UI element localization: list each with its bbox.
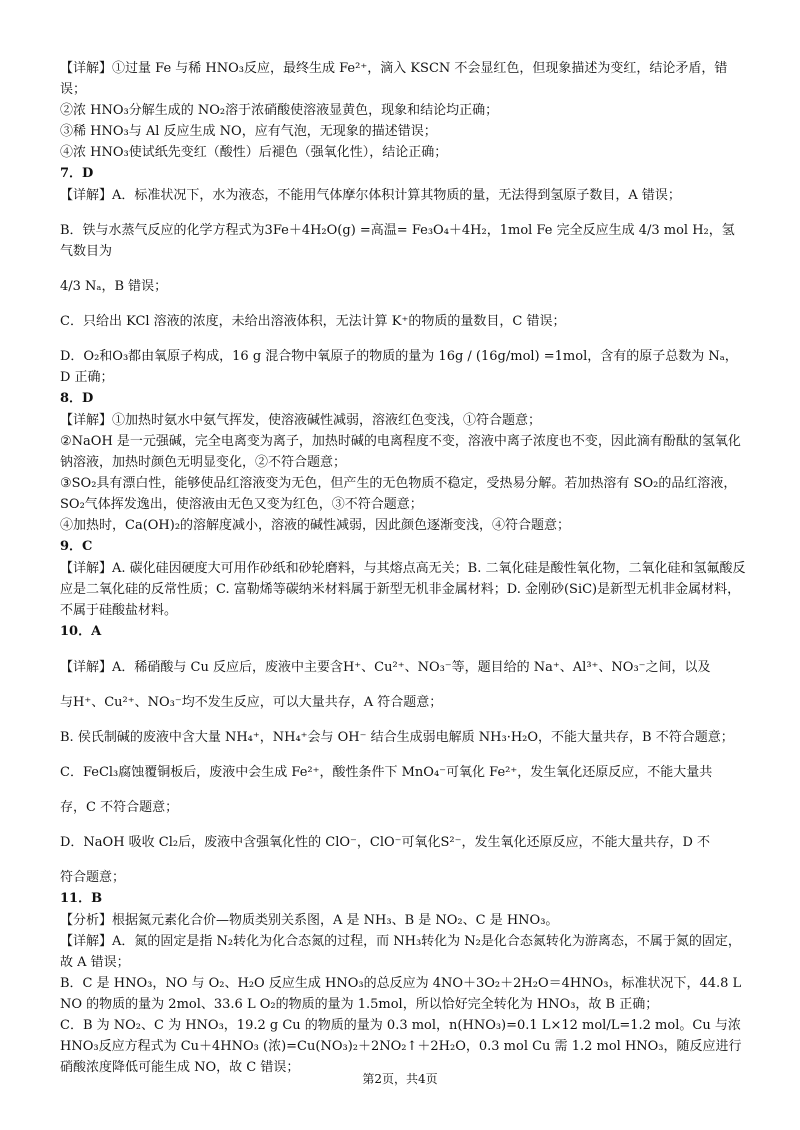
question-number: 9．C [60,539,93,554]
explanation-paragraph: ④浓 HNO₃使试纸先变红（酸性）后褪色（强氧化性），结论正确； [60,145,448,160]
explanation-paragraph: B. 侯氏制碱的废液中含大量 NH₄⁺，NH₄⁺会与 OH⁻ 结合生成弱电解质 NH₃·H₂O，不能大量共存，B 不符合题意； [60,730,734,745]
explanation-paragraph: 【详解】A. 碳化硅因硬度大可用作砂纸和砂轮磨料，与其熔点高无关；B. 二氧化硅是酸性氧化物，二氧化硅和氢氟酸反应是二氧化硅的反常性质；C. 富勒烯等碳纳米材料属于新型无机非金属材料；D. 金刚砂(SiC)是新型无机非金属材料，不属于硅酸盐材料。 [60,561,746,618]
question-number: 11．B [60,891,103,906]
explanation-paragraph: 与H⁺、Cu²⁺、NO₃⁻均不发生反应，可以大量共存，A 符合题意； [60,695,443,710]
explanation-paragraph: ②NaOH 是一元强碱，完全电离变为离子，加热时碱的电离程度不变，溶液中离子浓度也不变，因此滴有酚酞的氢氧化钠溶液，加热时颜色无明显变化，②不符合题意； [60,434,741,470]
explanation-paragraph: 【详解】A．氮的固定是指 N₂转化为化合态氮的过程，而 NH₃转化为 N₂是化合态氮转化为游离态，不属于氮的固定，故 A 错误； [60,934,741,970]
explanation-paragraph: ③稀 HNO₃与 Al 反应生成 NO，应有气泡，无现象的描述错误； [60,124,437,139]
question-number: 10．A [60,624,102,639]
explanation-paragraph: C．只给出 KCl 溶液的浓度，未给出溶液体积，无法计算 K⁺的物质的量数目，C 错误； [60,314,566,329]
question-number: 7．D [60,166,94,181]
explanation-paragraph: 【详解】①加热时氨水中氨气挥发，使溶液碱性减弱，溶液红色变浅，①符合题意； [60,413,542,428]
explanation-paragraph: 【详解】①过量 Fe 与稀 HNO₃反应，最终生成 Fe²⁺，滴入 KSCN 不会显红色，但现象描述为变红，结论矛盾，错误； [60,61,728,97]
explanation-paragraph: D．O₂和O₃都由氧原子构成，16 g 混合物中氧原子的物质的量为 16g / (16g/mol) =1mol，含有的原子总数为 Nₐ，D 正确； [60,349,738,385]
explanation-paragraph: 符合题意； [60,870,126,885]
explanation-paragraph: ③SO₂具有漂白性，能够使品红溶液变为无色，但产生的无色物质不稳定，受热易分解。若加热溶有 SO₂的品红溶液，SO₂气体挥发逸出，使溶液由无色又变为红色，③不符合题意； [60,476,737,512]
question-number: 8．D [60,391,94,406]
explanation-paragraph: C．FeCl₃腐蚀覆铜板后，废液中会生成 Fe²⁺，酸性条件下 MnO₄⁻可氧化 Fe²⁺，发生氧化还原反应，不能大量共 [60,765,713,780]
explanation-paragraph: 存，C 不符合题意； [60,800,179,815]
explanation-paragraph: 【详解】A．标准状况下，水为液态，不能用气体摩尔体积计算其物质的量，无法得到氢原子数目，A 错误； [60,188,681,203]
explanation-paragraph: 【详解】A．稀硝酸与 Cu 反应后，废液中主要含H⁺、Cu²⁺、NO₃⁻等，题目给的 Na⁺、Al³⁺、NO₃⁻之间，以及 [60,660,711,675]
explanation-paragraph: 4/3 Nₐ，B 错误； [60,279,168,294]
explanation-paragraph: B．C 是 HNO₃，NO 与 O₂、H₂O 反应生成 HNO₃的总反应为 4NO＋3O₂＋2H₂O＝4HNO₃，标准状况下，44.8 L NO 的物质的量为 2mol、33.6 L O₂的物质的量为 1.5mol，所以恰好完全转化为 HNO₃，故 B 正确； [60,976,742,1012]
explanation-paragraph: ④加热时，Ca(OH)₂的溶解度减小，溶液的碱性减弱，因此颜色逐渐变浅，④符合题意； [60,518,571,533]
explanation-paragraph: D．NaOH 吸收 Cl₂后，废液中含强氧化性的 ClO⁻，ClO⁻可氧化S²⁻，发生氧化还原反应，不能大量共存，D 不 [60,835,711,850]
page-footer: 第2页，共4页 [362,1072,438,1086]
explanation-paragraph: ②浓 HNO₃分解生成的 NO₂溶于浓硝酸使溶液显黄色，现象和结论均正确； [60,103,499,118]
answer-explanations [60,58,746,1078]
explanation-paragraph: B．铁与水蒸气反应的化学方程式为3Fe＋4H₂O(g) =高温= Fe₃O₄＋4H₂，1mol Fe 完全反应生成 4/3 mol H₂，氢气数目为 [60,223,735,259]
explanation-paragraph: C．B 为 NO₂、C 为 HNO₃，19.2 g Cu 的物质的量为 0.3 mol，n(HNO₃)=0.1 L×12 mol/L=1.2 mol。Cu 与浓 HNO₃反应方程式为 Cu＋4HNO₃ (浓)=Cu(NO₃)₂＋2NO₂↑＋2H₂O，0.3 mol Cu 需 1.2 mol HNO₃，随反应进行硝酸浓度降低可能生成 NO，故 C 错误； [60,1018,742,1075]
explanation-paragraph: 【分析】根据氮元素化合价—物质类别关系图，A 是 NH₃、B 是 NO₂、C 是 HNO₃。 [60,913,559,928]
